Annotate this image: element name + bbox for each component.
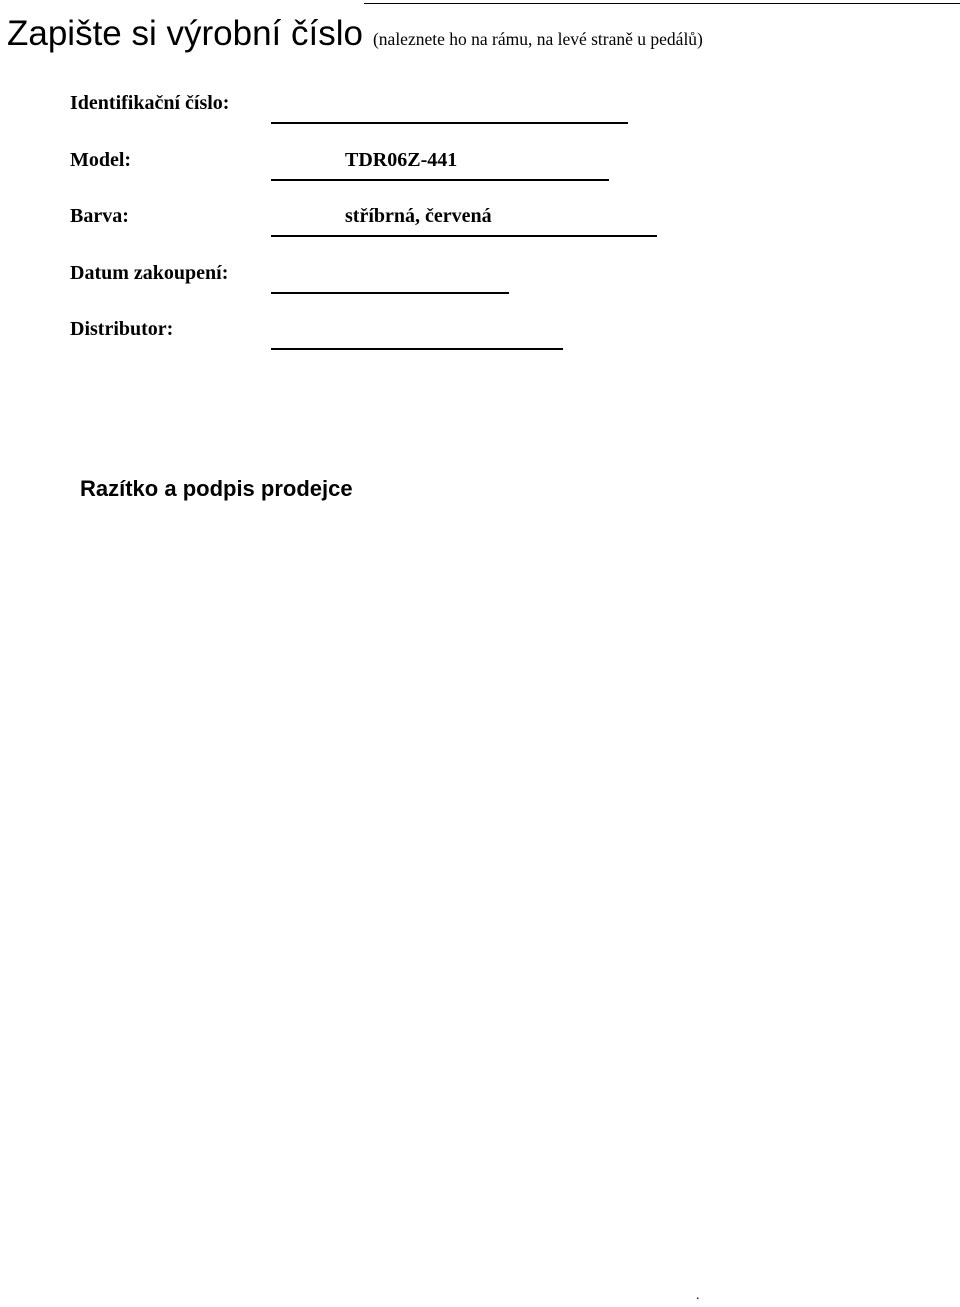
- stamp-signature-label: Razítko a podpis prodejce: [80, 476, 353, 501]
- distributor-label: Distributor:: [70, 318, 174, 340]
- date-field[interactable]: [271, 262, 509, 294]
- id-label: Identifikační číslo:: [70, 92, 230, 114]
- date-field-gap: [282, 262, 286, 292]
- id-field-gap-2: [573, 92, 576, 122]
- distributor-field-gap: [282, 318, 286, 348]
- form-row-date: [70, 262, 870, 292]
- footer-dot: .: [696, 1288, 700, 1303]
- color-value: stříbrná, červená: [345, 205, 492, 227]
- form-row-model: [70, 149, 870, 179]
- model-value: TDR06Z-441: [345, 149, 458, 171]
- model-label: Model:: [70, 149, 132, 171]
- form-row-distributor: [70, 318, 870, 348]
- distributor-field[interactable]: [271, 318, 563, 350]
- title-note: (naleznete ho na rámu, na levé straně u pedálů): [372, 29, 703, 49]
- form-row-color: [70, 205, 870, 235]
- page-header: [7, 14, 703, 54]
- color-label: Barva:: [70, 205, 129, 227]
- top-rule: [364, 3, 960, 4]
- page-title: Zapište si výrobní číslo: [7, 14, 363, 53]
- date-label: Datum zakoupení:: [70, 262, 229, 284]
- form-row-id: [70, 92, 870, 122]
- id-field-gap: [545, 92, 550, 122]
